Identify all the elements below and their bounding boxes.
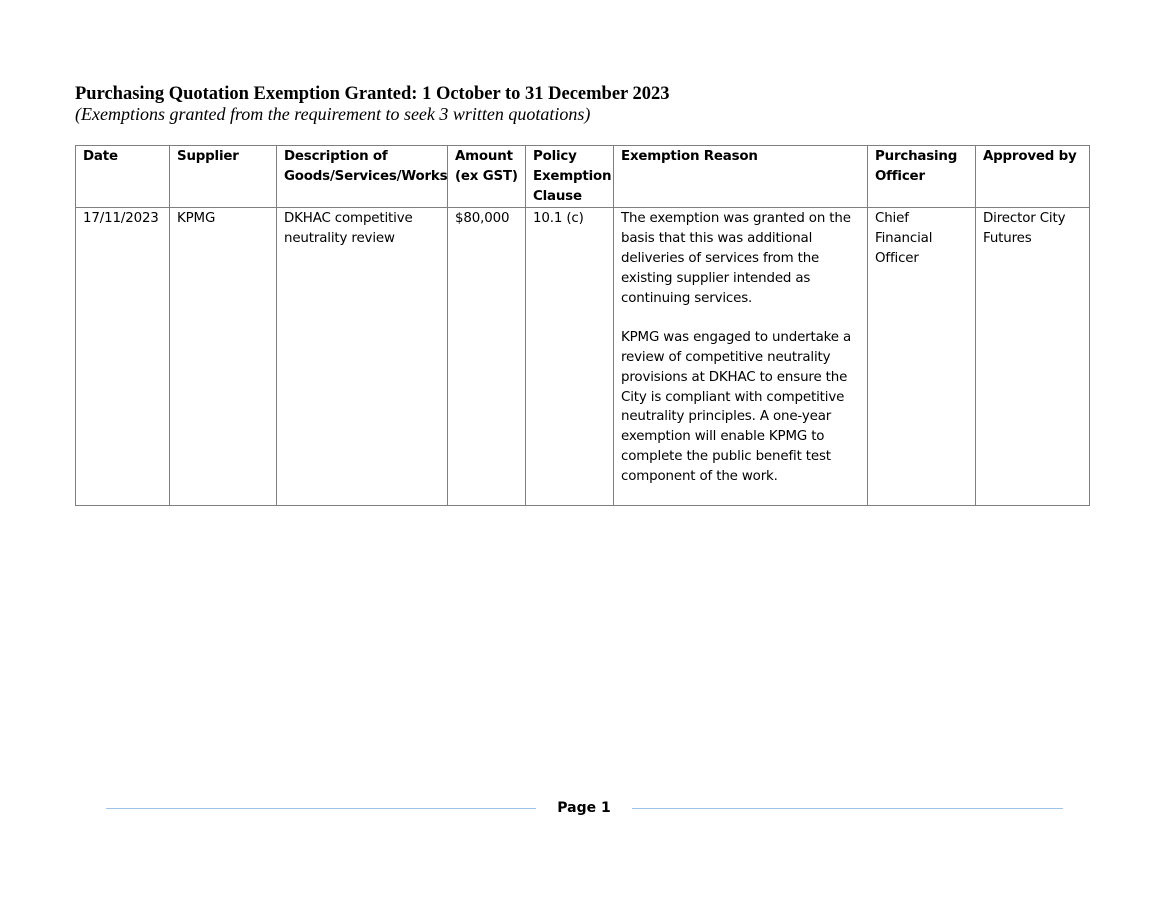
- cell-policy-clause: 10.1 (c): [526, 208, 614, 506]
- cell-approved-by: Director City Futures: [976, 208, 1090, 506]
- exemption-reason-paragraph: KPMG was engaged to undertake a review of competitive neutrality provisions at DKHAC to ensure the City is compliant with competitive neutrality principles. A one-year exemption will enable KPMG to complete the public benefit test component of the work.: [621, 330, 852, 484]
- document-subtitle: (Exemptions granted from the requirement to seek 3 written quotations): [75, 104, 591, 124]
- table-header-row: [76, 146, 1090, 208]
- table-row: [76, 208, 1090, 506]
- page-number: Page 1: [557, 800, 611, 816]
- header-date: Date: [76, 146, 170, 208]
- exemptions-table: [75, 145, 1090, 506]
- header-description: Description of Goods/Services/Works: [277, 146, 448, 208]
- header-policy-clause: Policy Exemption Clause: [526, 146, 614, 208]
- cell-purchasing-officer: Chief Financial Officer: [868, 208, 976, 506]
- page-footer: [106, 796, 1063, 822]
- exemption-reason-paragraph: The exemption was granted on the basis that this was additional deliveries of services from the existing supplier intended as continuing services.: [621, 211, 851, 306]
- cell-amount: $80,000: [448, 208, 526, 506]
- cell-date: 17/11/2023: [76, 208, 170, 506]
- header-purchasing-officer: Purchasing Officer: [868, 146, 976, 208]
- header-approved-by: Approved by: [976, 146, 1090, 208]
- document-title: Purchasing Quotation Exemption Granted: 1 October to 31 December 2023: [75, 84, 670, 104]
- cell-exemption-reason: [614, 208, 868, 506]
- header-supplier: Supplier: [170, 146, 277, 208]
- header-amount: Amount (ex GST): [448, 146, 526, 208]
- header-exemption-reason: Exemption Reason: [614, 146, 868, 208]
- cell-supplier: KPMG: [170, 208, 277, 506]
- footer-rule-left: [106, 808, 536, 809]
- footer-rule-right: [632, 808, 1063, 809]
- cell-description: DKHAC competitive neutrality review: [277, 208, 448, 506]
